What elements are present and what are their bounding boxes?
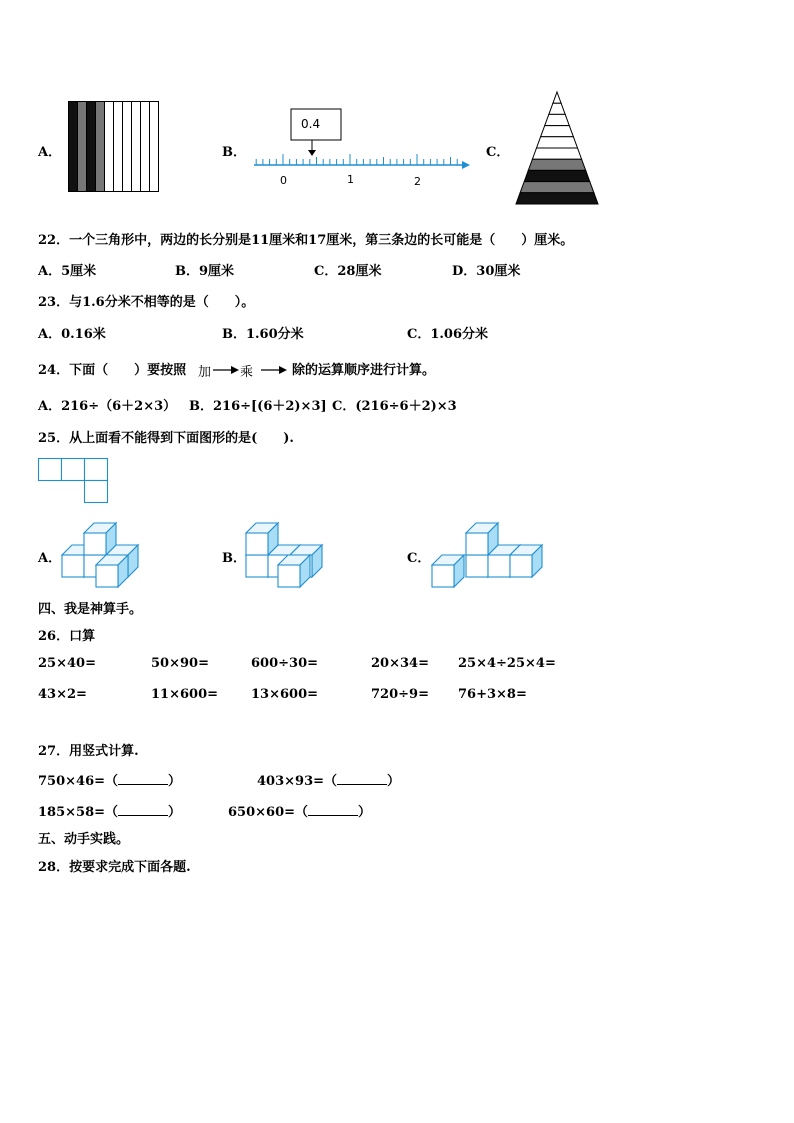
cube bbox=[466, 523, 498, 555]
triangle-layer bbox=[516, 193, 598, 204]
q23-option-a[interactable]: A．0.16米 bbox=[38, 327, 106, 342]
triangle-layer bbox=[537, 137, 578, 148]
number-line-arrow bbox=[462, 161, 470, 169]
q25-stem: 25．从上面看不能得到下面图形的是( ). bbox=[38, 431, 294, 446]
q27-item-3-answer[interactable] bbox=[118, 803, 168, 816]
number-line-pointer-head bbox=[308, 150, 316, 156]
q23-option-b[interactable]: B．1.60分米 bbox=[222, 327, 304, 342]
triangle-layer bbox=[528, 159, 585, 170]
q26-r2-c4: 720÷9= bbox=[371, 687, 429, 702]
cube-figure-c bbox=[430, 520, 555, 590]
q26-r1-c4: 20×34= bbox=[371, 656, 429, 671]
cube-figure-b bbox=[244, 520, 334, 590]
strip-part bbox=[69, 102, 78, 192]
cube-figure-a bbox=[60, 520, 150, 590]
q27-item-2-answer[interactable] bbox=[337, 772, 387, 785]
q26-r1-c5: 25×4÷25×4= bbox=[458, 656, 556, 671]
flow-arrow-1 bbox=[213, 365, 239, 375]
strip-part bbox=[141, 102, 150, 192]
q27-item-4-expr: 650×60=（ bbox=[228, 805, 309, 820]
q27-item-2 bbox=[257, 770, 400, 789]
layered-triangle bbox=[514, 91, 600, 207]
q26-r2-c1: 43×2= bbox=[38, 687, 87, 702]
triangle-layer bbox=[549, 103, 565, 114]
flow-mul: 乘 bbox=[240, 365, 254, 380]
q26-r1-c1: 25×40= bbox=[38, 656, 96, 671]
q23-option-c[interactable]: C．1.06分米 bbox=[407, 327, 489, 342]
q27-item-2-close: ） bbox=[387, 774, 401, 789]
q25-option-a-label[interactable]: A． bbox=[38, 551, 62, 566]
number-line-label-2: 2 bbox=[414, 175, 421, 188]
q24-option-b[interactable]: B．216÷[(6＋2)×3] bbox=[189, 399, 327, 414]
q27-title: 27．用竖式计算. bbox=[38, 744, 139, 759]
flow-add: 加 bbox=[198, 365, 212, 380]
section-4-title: 四、我是神算手。 bbox=[38, 602, 143, 617]
strip-part bbox=[114, 102, 123, 192]
number-line-box-value: 0.4 bbox=[301, 117, 321, 131]
q22-option-c[interactable]: C．28厘米 bbox=[314, 264, 382, 279]
top-view-shape bbox=[38, 458, 108, 504]
cube bbox=[84, 523, 116, 555]
q26-r1-c3: 600÷30= bbox=[251, 656, 319, 671]
cube bbox=[432, 555, 464, 587]
strip-part bbox=[150, 102, 159, 192]
triangle-layer bbox=[545, 114, 570, 125]
triangle-layer bbox=[541, 126, 574, 137]
number-line-label-1: 1 bbox=[347, 173, 354, 186]
strip-part bbox=[123, 102, 132, 192]
fraction-strip bbox=[68, 101, 160, 193]
triangle-layer bbox=[532, 148, 581, 159]
q24-option-a[interactable]: A．216÷（6＋2×3） bbox=[38, 399, 177, 414]
strip-part bbox=[96, 102, 105, 192]
flow-arrow-2 bbox=[261, 365, 287, 375]
q27-item-4-close: ） bbox=[358, 805, 372, 820]
q27-item-1-answer[interactable] bbox=[118, 772, 168, 785]
cube bbox=[246, 523, 278, 555]
q27-item-3-close: ） bbox=[168, 805, 182, 820]
q26-r2-c3: 13×600= bbox=[251, 687, 319, 702]
strip-part bbox=[87, 102, 96, 192]
q24-stem-prefix: 24．下面（ ）要按照 bbox=[38, 363, 187, 378]
q27-item-1 bbox=[38, 770, 181, 789]
q23-stem: 23．与1.6分米不相等的是（ ）。 bbox=[38, 295, 255, 310]
triangle-layer bbox=[553, 92, 561, 103]
q28-title: 28．按要求完成下面各题. bbox=[38, 860, 191, 875]
strip-part bbox=[78, 102, 87, 192]
q22-option-a[interactable]: A．5厘米 bbox=[38, 264, 97, 279]
q22-option-d[interactable]: D．30厘米 bbox=[452, 264, 521, 279]
cube bbox=[278, 555, 310, 587]
q21-option-a-label[interactable]: A． bbox=[38, 145, 62, 160]
q27-item-3 bbox=[38, 801, 181, 820]
q27-item-2-expr: 403×93=（ bbox=[257, 774, 338, 789]
triangle-layer bbox=[524, 170, 590, 181]
q24-option-c[interactable]: C．(216÷6＋2)×3 bbox=[332, 399, 457, 414]
q27-item-4-answer[interactable] bbox=[308, 803, 358, 816]
strip-part bbox=[105, 102, 114, 192]
number-line-label-0: 0 bbox=[280, 174, 287, 187]
q26-r1-c2: 50×90= bbox=[151, 656, 209, 671]
section-5-title: 五、动手实践。 bbox=[38, 832, 130, 847]
q21-option-c-label[interactable]: C． bbox=[486, 145, 510, 160]
q26-r2-c5: 76+3×8= bbox=[458, 687, 527, 702]
cube bbox=[96, 555, 128, 587]
q22-option-b[interactable]: B．9厘米 bbox=[175, 264, 235, 279]
q22-stem: 22．一个三角形中，两边的长分别是11厘米和17厘米，第三条边的长可能是（ ）厘米。 bbox=[38, 233, 574, 248]
q25-option-c-label[interactable]: C． bbox=[407, 551, 431, 566]
strip-part bbox=[132, 102, 141, 192]
q27-item-1-close: ） bbox=[168, 774, 182, 789]
triangle-layer bbox=[520, 182, 594, 193]
q21-option-b-label[interactable]: B． bbox=[222, 145, 246, 160]
q27-item-4 bbox=[228, 801, 371, 820]
q24-stem-suffix: 除的运算顺序进行计算。 bbox=[292, 363, 436, 378]
q26-title: 26．口算 bbox=[38, 629, 96, 644]
q25-option-b-label[interactable]: B． bbox=[222, 551, 246, 566]
cube bbox=[510, 545, 542, 577]
q27-item-3-expr: 185×58=（ bbox=[38, 805, 119, 820]
q26-r2-c2: 11×600= bbox=[151, 687, 219, 702]
q27-item-1-expr: 750×46=（ bbox=[38, 774, 119, 789]
